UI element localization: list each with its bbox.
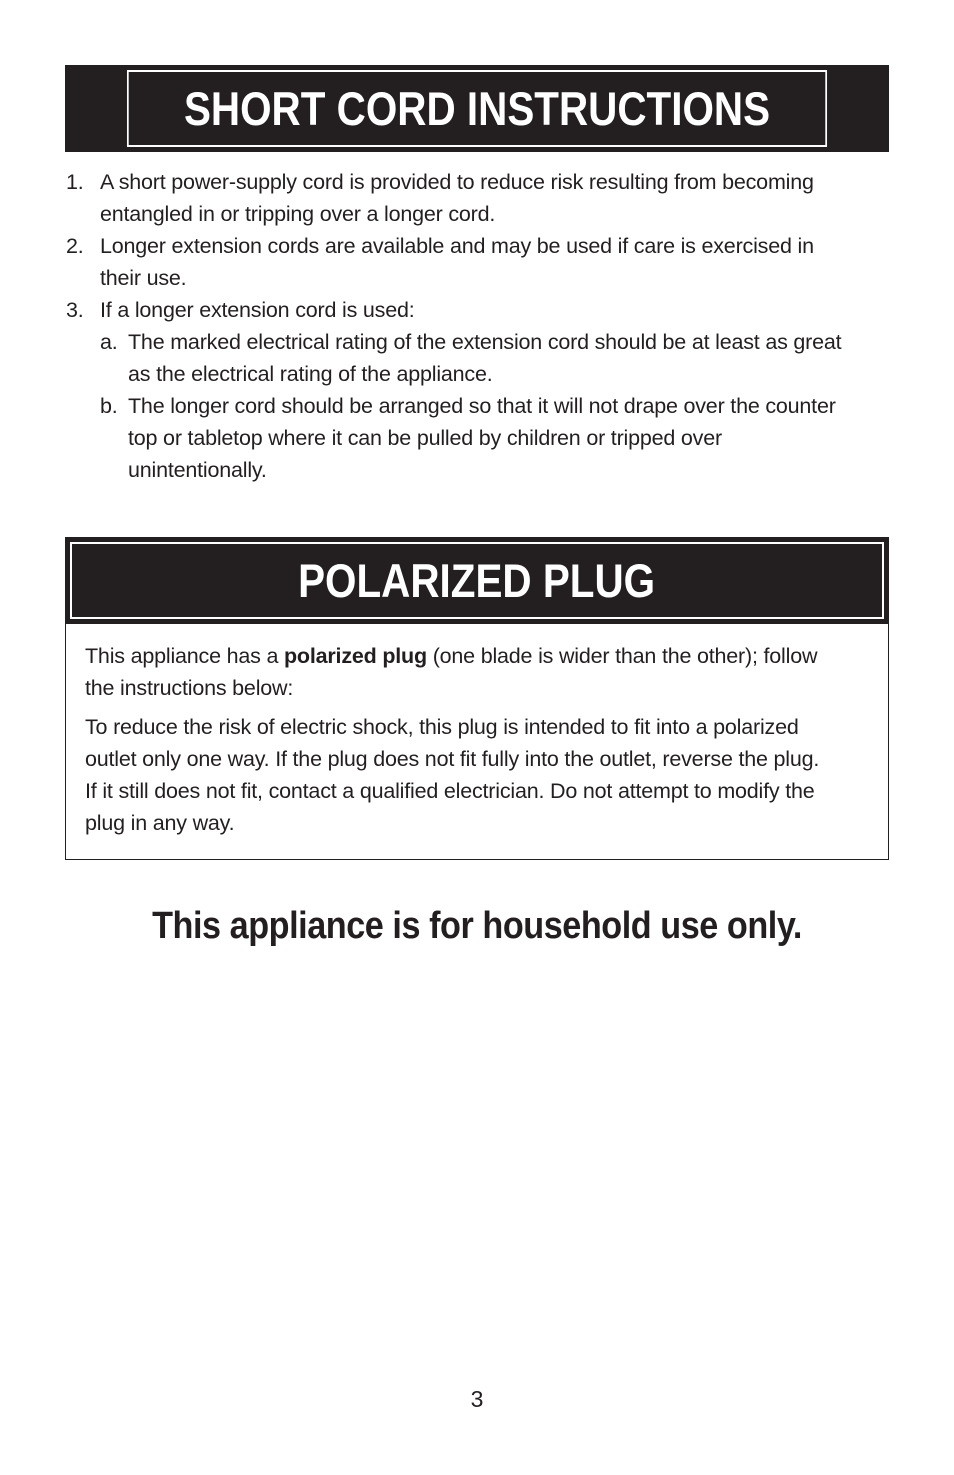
sub-list-item — [100, 390, 886, 486]
sub-list-item-text: top or tabletop where it can be pulled by children or tripped over — [128, 426, 722, 450]
list-item-text: entangled in or tripping over a longer cord. — [100, 202, 496, 226]
list-item-text: their use. — [100, 266, 187, 290]
list-item — [66, 294, 886, 486]
polarized-plug-banner-frame — [70, 542, 884, 619]
polarized-plug-intro — [85, 640, 870, 704]
household-use-text: This appliance is for household use only. — [152, 905, 802, 947]
intro-bold-text: polarized plug — [283, 644, 427, 668]
intro-line: the instructions below: — [85, 676, 294, 700]
list-item-number: 3. — [66, 298, 84, 322]
short-cord-list — [66, 166, 886, 486]
list-item-text: A short power-supply cord is provided to reduce risk resulting from becoming — [100, 170, 814, 194]
list-item — [66, 230, 886, 294]
household-use-notice — [0, 905, 954, 948]
list-item-text: Longer extension cords are available and may be used if care is exercised in — [100, 234, 814, 258]
short-cord-banner-frame — [127, 70, 827, 147]
page-number: 3 — [470, 1386, 484, 1412]
body-line: plug in any way. — [85, 811, 235, 835]
polarized-plug-box — [65, 622, 889, 860]
polarized-plug-body — [85, 711, 870, 839]
short-cord-banner — [65, 65, 889, 152]
sub-list-item-text: unintentionally. — [128, 458, 267, 482]
list-item-number: 2. — [66, 234, 84, 258]
body-line: To reduce the risk of electric shock, this plug is intended to fit into a polarized — [85, 715, 799, 739]
sub-list-item-letter: a. — [100, 330, 118, 354]
intro-line — [85, 640, 870, 672]
short-cord-title: SHORT CORD INSTRUCTIONS — [183, 82, 771, 135]
body-line: outlet only one way. If the plug does not fit fully into the outlet, reverse the plug. — [85, 747, 820, 771]
sub-list-item-text: as the electrical rating of the appliance. — [128, 362, 493, 386]
polarized-plug-title: POLARIZED PLUG — [298, 554, 656, 607]
body-line: If it still does not fit, contact a qualified electrician. Do not attempt to modify the — [85, 779, 815, 803]
intro-text: (one blade is wider than the other); follow — [426, 644, 818, 668]
polarized-plug-banner — [65, 537, 889, 624]
sub-list-item-text: The longer cord should be arranged so that it will not drape over the counter — [128, 394, 836, 418]
sub-list-item-text: The marked electrical rating of the extension cord should be at least as great — [128, 330, 842, 354]
list-item — [66, 166, 886, 230]
intro-text: This appliance has a — [85, 644, 284, 668]
sub-list-item-letter: b. — [100, 394, 118, 418]
list-item-text: If a longer extension cord is used: — [100, 298, 415, 322]
sub-list-item — [100, 326, 886, 390]
list-item-number: 1. — [66, 170, 84, 194]
